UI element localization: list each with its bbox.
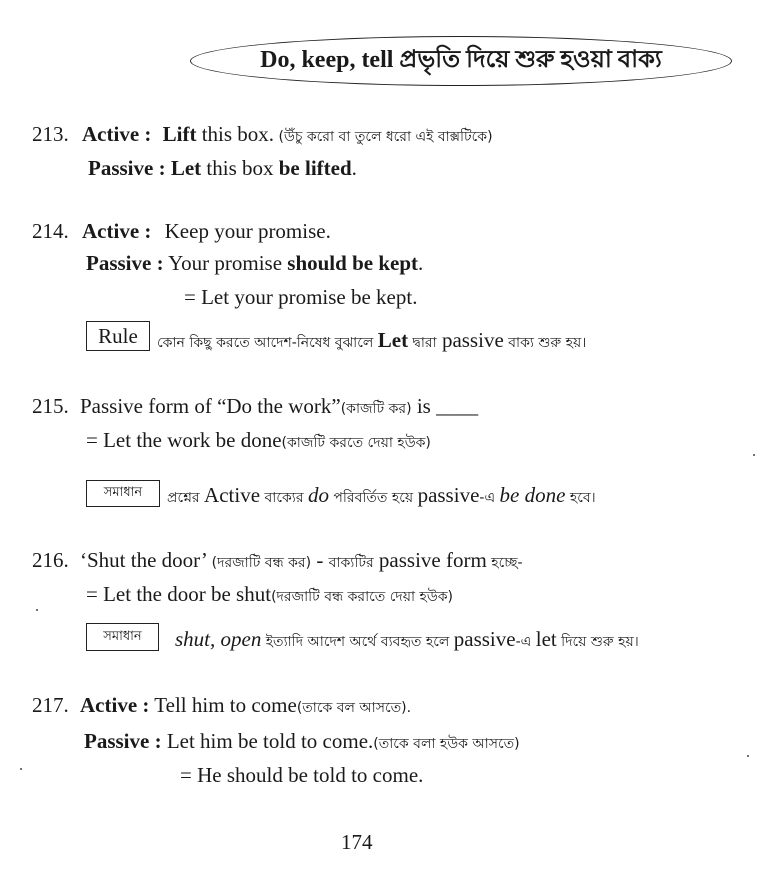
item-number: 214. (32, 219, 69, 243)
rule-box: Rule (86, 321, 150, 351)
item-215-solution-text: প্রশ্নের Active বাক্যের do পরিবর্তিত হয়ে passive-এ be done হবে। (167, 483, 596, 507)
scan-speck (20, 768, 22, 770)
scan-speck (747, 755, 749, 757)
item-216-question: 216. ‘Shut the door’ (দরজাটি বন্ধ কর) - বাক্যটির passive form হচ্ছে- (32, 548, 523, 572)
item-214-passive: Passive : Your promise should be kept. (86, 251, 424, 275)
page-title: Do, keep, tell প্রভৃতি দিয়ে শুরু হওয়া বাক্য (260, 47, 662, 73)
item-213-active: 213. Active : Lift this box. (উঁচু করো বা তুলে ধরো এই বাক্সটিকে) (32, 122, 493, 146)
scan-speck (753, 454, 755, 456)
item-217-active: 217. Active : Tell him to come(তাকে বল আসতে). (32, 693, 412, 717)
item-217-alt: = He should be told to come. (180, 763, 424, 787)
item-213-passive: Passive : Let this box be lifted. (88, 156, 357, 180)
item-214-rule-text: কোন কিছু করতে আদেশ-নিষেধ বুঝালে Let দ্বারা passive বাক্য শুরু হয়। (157, 328, 587, 352)
item-number: 216. (32, 548, 69, 572)
item-214-active: 214. Active : Keep your promise. (32, 219, 331, 243)
item-214-alt: = Let your promise be kept. (184, 285, 418, 309)
scan-speck (36, 609, 38, 611)
page-number: 174 (341, 830, 373, 854)
item-number: 213. (32, 122, 69, 146)
item-216-answer: = Let the door be shut(দরজাটি বন্ধ করাতে দেয়া হউক) (86, 582, 454, 606)
item-217-passive: Passive : Let him be told to come.(তাকে বলা হউক আসতে) (84, 729, 520, 753)
item-number: 215. (32, 394, 69, 418)
solution-box: সমাধান (86, 480, 160, 507)
item-215-question: 215. Passive form of “Do the work”(কাজটি কর) is ____ (32, 394, 479, 418)
item-215-answer: = Let the work be done(কাজটি করতে দেয়া হউক) (86, 428, 431, 452)
item-216-solution-text: shut, open ইত্যাদি আদেশ অর্থে ব্যবহৃত হলে passive-এ let দিয়ে শুরু হয়। (175, 627, 639, 651)
solution-box: সমাধান (86, 623, 159, 651)
item-number: 217. (32, 693, 69, 717)
